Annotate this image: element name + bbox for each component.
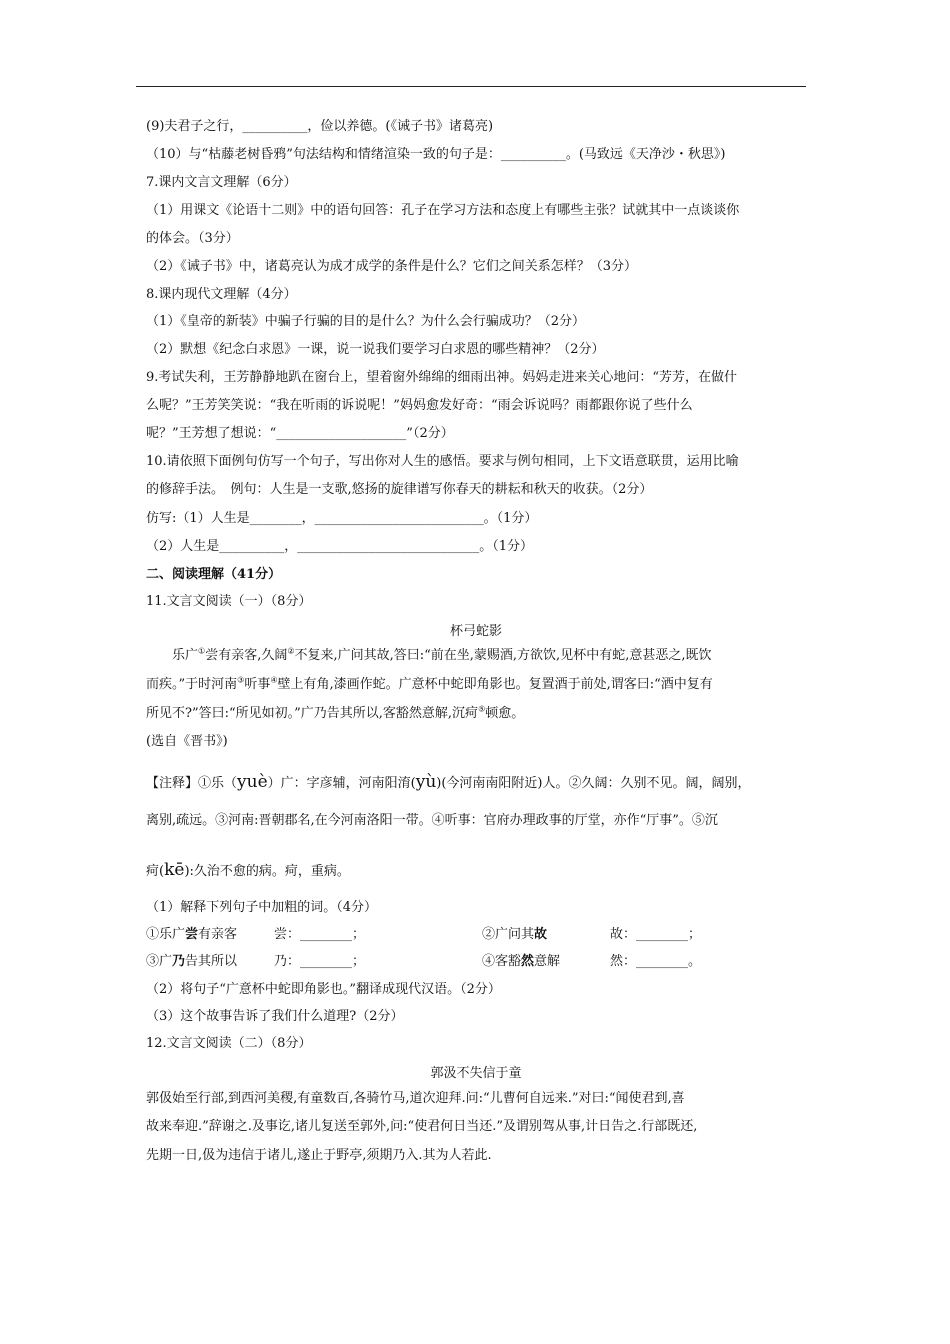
notes-line-1 <box>146 773 751 793</box>
footnote-mark: ③ <box>237 675 245 685</box>
q9b-line-a: 9.考试失利，王芳静静地趴在窗台上，望着窗外绵绵的细雨出神。妈妈走进来关心地问：“芳芳，在做什 <box>146 370 738 385</box>
q12-title: 12.文言文阅读（二）（8分） <box>146 1036 312 1051</box>
word-2-answer: 故：________； <box>610 927 702 942</box>
word-4-answer: 然：________。 <box>610 954 702 969</box>
text-span: 告其所以 <box>185 954 238 969</box>
q10b-line-b: 的修辞手法。 例句：人生是一支歌,悠扬的旋律谱写你春天的耕耘和秋天的收获。（2分） <box>146 482 653 497</box>
q7-title: 7.课内文言文理解（6分） <box>146 175 297 190</box>
text-span: 乐广 <box>172 648 199 663</box>
q9b-line-c: 呢？”王芳想了想说：“____________________”（2分） <box>146 426 454 441</box>
q11-2-line: （2）将句子“广意杯中蛇即角影也。”翻译成现代汉语。（2分） <box>146 982 501 997</box>
pinyin: yù <box>415 772 437 792</box>
q11-1-line: （1）解释下列句子中加粗的词。（4分） <box>146 900 378 915</box>
text-span: 意解 <box>534 954 561 969</box>
bold-word: 然 <box>521 954 535 969</box>
footnote-mark: ② <box>287 646 295 656</box>
header-rule <box>136 86 806 87</box>
passage-2-line-3: 先期一日,伋为违信于诸儿,遂止于野亭,须期乃入.其为人若此. <box>146 1148 492 1163</box>
text-span: )(今河南南阳附近)人。②久阔：久别不见。阔，阔别， <box>436 776 751 791</box>
q7-1-line-a: （1）用课文《论语十二则》中的语句回答：孔子在学习方法和态度上有哪些主张？试就其中一点谈谈你 <box>146 203 740 218</box>
bold-word: 故 <box>534 927 548 942</box>
passage-2-title: 郭汲不失信于童 <box>430 1066 522 1081</box>
q9-line: (9)夫君子之行，__________，俭以养德。(《诫子书》诸葛亮) <box>146 119 494 134</box>
q10-line: （10）与“枯藤老树昏鸦”句法结构和情绪渲染一致的句子是：__________。(马致远《天净沙・秋思》) <box>146 147 726 162</box>
passage-1-source: (选自《晋书》) <box>146 734 228 749</box>
q7-2-line: （2）《诫子书》中，诸葛亮认为成才成学的条件是什么？它们之间关系怎样？（3分） <box>146 259 638 274</box>
passage-1-line-3 <box>146 705 524 723</box>
passage-2-line-2: 故来奉迎.”辞谢之.及事讫,诸儿复送至郭外,问:“使君何日当还.”及谓别驾从事,计日告之.行部既还, <box>146 1119 698 1134</box>
notes-line-3 <box>146 861 350 881</box>
q10b-line-c: 仿写:（1）人生是________，__________________________。（1分） <box>146 511 538 526</box>
text-span: 疴( <box>146 864 165 879</box>
text-span: ):久治不愈的病。疴，重病。 <box>184 864 350 879</box>
text-span: 尝有亲客,久阔 <box>205 648 288 663</box>
footnote-mark: ⑤ <box>478 704 486 714</box>
q8-2-line: （2）默想《纪念白求恩》一课，说一说我们要学习白求恩的哪些精神？（2分） <box>146 342 605 357</box>
bold-word: 乃 <box>172 954 186 969</box>
q8-title: 8.课内现代文理解（4分） <box>146 287 297 302</box>
q10b-line-a: 10.请依照下面例句仿写一个句子，写出你对人生的感悟。要求与例句相同，上下文语意联贯，运用比喻 <box>146 454 739 469</box>
word-2 <box>482 926 547 944</box>
text-span: ①乐广 <box>146 927 186 942</box>
footnote-mark: ① <box>198 646 206 656</box>
section-2-heading: 二、阅读理解（41分） <box>146 567 282 582</box>
text-span: ②广问其 <box>482 927 535 942</box>
word-3-answer: 乃：________； <box>274 954 366 969</box>
text-span: 听事 <box>244 677 271 692</box>
word-3 <box>146 953 237 971</box>
passage-1-line-2 <box>146 676 713 694</box>
passage-2-line-1: 郭伋始至行部,到西河美稷,有童数百,各骑竹马,道次迎拜.问:“儿曹何自远来.”对曰:“闻使君到,喜 <box>146 1091 685 1106</box>
q7-1-line-b: 的体会。（3分） <box>146 231 239 246</box>
text-span: ③广 <box>146 954 173 969</box>
q11-title: 11.文言文阅读（一）（8分） <box>146 594 312 609</box>
notes-line-2: 离别,疏远。③河南:晋朝郡名,在今河南洛阳一带。④听事：官府办理政事的厅堂，亦作“厅事”。⑤沉 <box>146 813 718 828</box>
text-span: 而疾。”于时河南 <box>146 677 238 692</box>
footnote-mark: ④ <box>270 675 278 685</box>
bold-word: 尝 <box>185 927 199 942</box>
word-4 <box>482 953 560 971</box>
text-span: 不复来,广问其故,答曰:“前在坐,蒙赐酒,方欲饮,见杯中有蛇,意甚恶之,既饮 <box>294 648 712 663</box>
pinyin: kē <box>164 860 185 880</box>
text-span: 所见不?”答曰:“所见如初。”广乃告其所以,客豁然意解,沉疴 <box>146 706 479 721</box>
pinyin: yuè <box>237 772 268 792</box>
passage-1-line-1 <box>172 647 711 665</box>
word-1-answer: 尝：________； <box>274 927 366 942</box>
q11-3-line: （3）这个故事告诉了我们什么道理?（2分） <box>146 1009 404 1024</box>
text-span: ④客豁 <box>482 954 522 969</box>
word-1 <box>146 926 237 944</box>
text-span: ）广：字彦辅，河南阳淯( <box>267 776 416 791</box>
text-span: 有亲客 <box>198 927 238 942</box>
q10b-line-d: （2）人生是__________，____________________________。（1分） <box>146 539 534 554</box>
text-span: 壁上有角,漆画作蛇。广意杯中蛇即角影也。复置酒于前处,谓客曰:“酒中复有 <box>277 677 713 692</box>
q9b-line-b: 么呢？”王芳笑笑说：“我在听雨的诉说呢！”妈妈愈发好奇：“雨会诉说吗？雨都跟你说了些什么 <box>146 398 693 413</box>
passage-1-title: 杯弓蛇影 <box>449 624 502 639</box>
text-span: 【注释】①乐（ <box>146 776 238 791</box>
text-span: 顿愈。 <box>485 706 525 721</box>
q8-1-line: （1）《皇帝的新装》中骗子行骗的目的是什么？为什么会行骗成功？（2分） <box>146 314 586 329</box>
